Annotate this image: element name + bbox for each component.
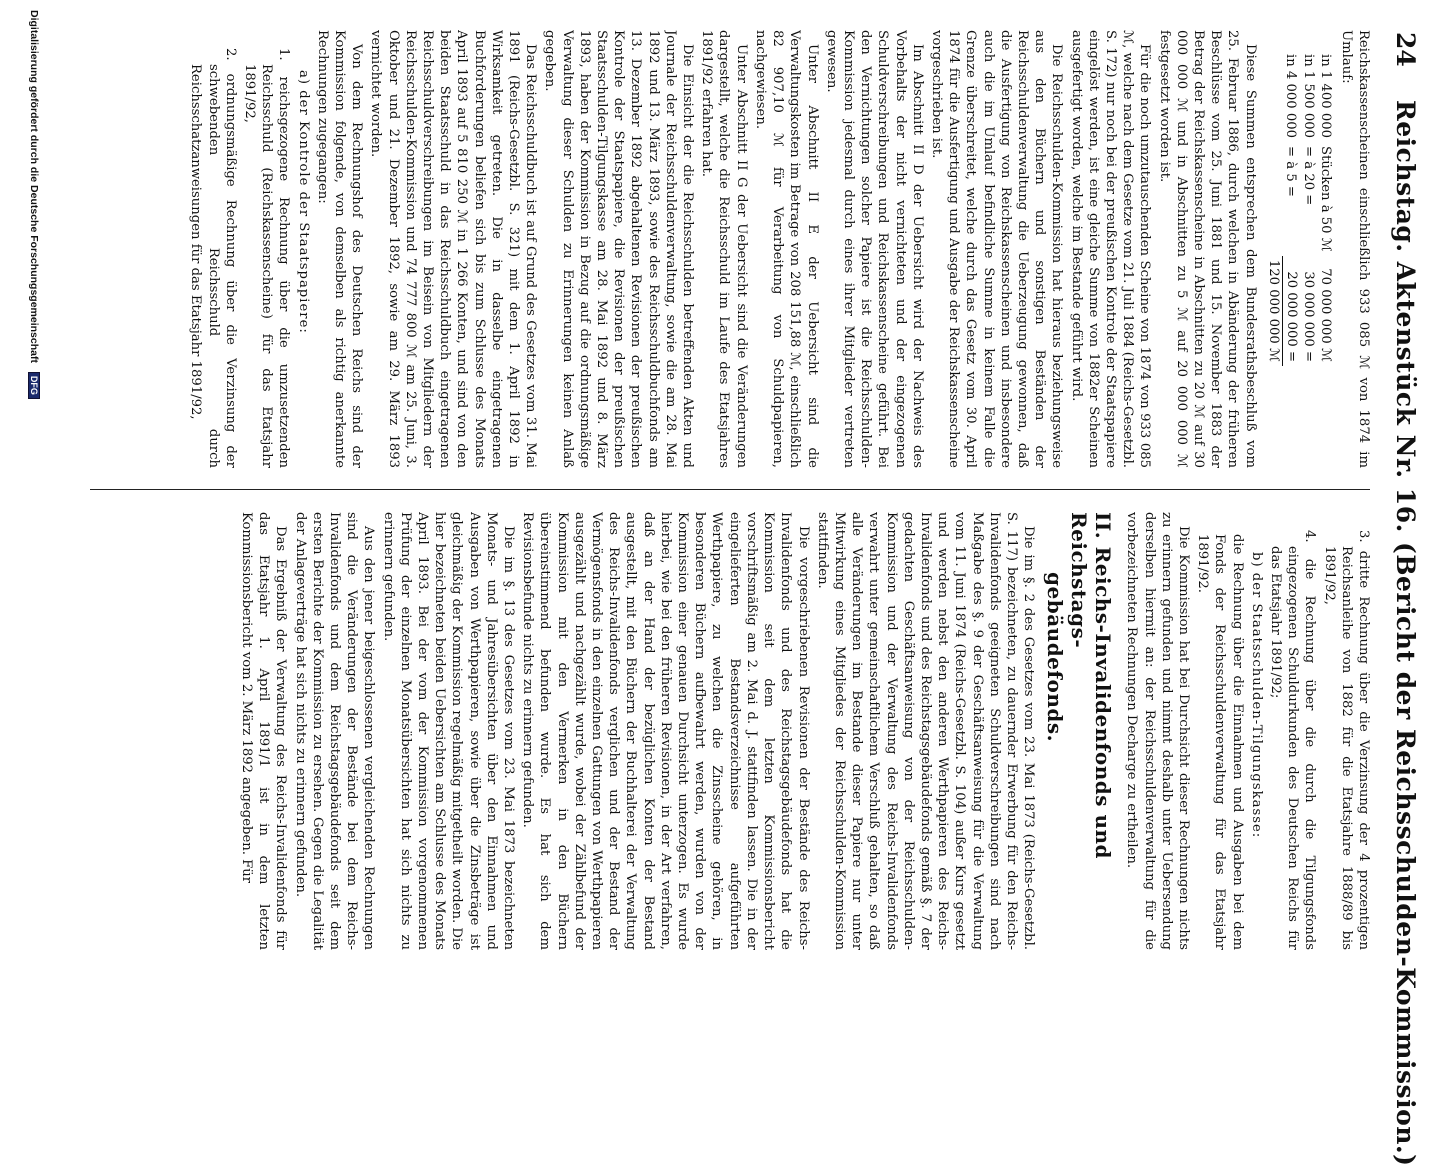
right-list-top (1267, 512, 1372, 950)
body-paragraph: Von dem Rechnungshof des Deutschen Reichs sind der Kommission folgende, von demselben als richtig anerkannte Rechnungen zugegangen: (314, 30, 365, 468)
body-paragraph: Die Reichsschulden-Kommission hat hieraus beziehungsweise aus den Büchern und sonstigen Beständen der Reichsschuldenverwaltung die Ueberzeugung gewonnen, daß die Ausfertigung von Reichskassenscheinen und insbesondere auch die im Umlauf befindliche Summe in keinem Falle die Grenze überschreitet, welche durch das Gesetz vom 30. April 1874 für die Ausfertigung und Ausgabe der Reichskassenscheine vorgeschrieben ist. (928, 30, 1065, 468)
amount-total: 120 000 000 ℳ (1265, 256, 1283, 366)
amount-row (1300, 50, 1317, 366)
list-item: 4. die Rechnung über die durch die Tilgungsfonds eingezogenen Schuldurkunden des Deutschen Reichs für das Etatsjahr 1891/92; (1267, 530, 1318, 950)
body-paragraph: Diese Summen entsprechen dem Bundesrathsbeschluß vom 25. Februar 1886, durch welchen in Abänderung der früheren Beschlüsse vom 25. Juni 1881 und 15. November 1883 der Betrag der Reichskassenscheine in Abschnitten zu 20 ℳ auf 30 000 000 ℳ und in Abschnitten zu 5 ℳ auf 20 000 000 ℳ festgesetzt worden ist. (1156, 30, 1258, 468)
digitization-note: Digitalisierung gefördert durch die Deutsche Forschungsgemeinschaft (28, 10, 40, 363)
amounts-table (1265, 50, 1334, 366)
body-paragraph: Unter Abschnitt II E der Uebersicht sind die Verwaltungskosten im Betrage von 208 151,88 ℳ, einschließlich 82 907,10 ℳ für Verarbeitung von Schuldpapieren, nachgewiesen. (752, 30, 820, 468)
list-heading-a: a) der Kontrole der Staatspapiere: (295, 70, 311, 334)
body-paragraph: Die im §. 13 des Gesetzes vom 23. Mai 1873 bezeichneten Monats- und Jahresübersichten über den Einnahmen und Ausgaben von Werthpapieren, sowie über die Zinsbeträge ist gleichmäßig der Kommission regelmäßig mitgetheilt worden. Die hier bezeichneten beiden Uebersichten am Schlusse des Monats April 1893. Bei der vom der Kommission vorgenommenen Prüfung der einzelnen Monatsübersichten hat sich nichts zu erinnern gefunden. (380, 512, 517, 950)
amount-unit: = à 5 = (1283, 146, 1299, 197)
dfg-logo: DFG (28, 372, 40, 399)
column-divider (90, 489, 1370, 490)
list-item: 3. dritte Rechnung über die Verzinsung der 4 prozentigen Reichsanleihe von 1882 für die Etatsjahre 1888/89 bis 1891/92, (1321, 530, 1371, 950)
amount-unit: = à 20 = (1300, 146, 1316, 206)
amount-qty: in 1 500 000 (1300, 54, 1316, 139)
list-item: 2. ordnungsmäßige Rechnung über die Verzinsung der schwebenden Reichsschuld durch Reichsschatzanweisungen für das Etatsjahr 1891/92, (188, 48, 238, 468)
amount-qty: in 4 000 000 (1283, 54, 1299, 139)
amount-sum: 20 000 000 = (1283, 271, 1299, 363)
left-column (82, 30, 1372, 468)
page-number: 24 (1391, 32, 1420, 67)
section-title-line1: II. Reichs-Invalidenfonds und Reichstags- (1067, 512, 1116, 860)
body-paragraph: Die Einsicht der die Reichsschulden betreffenden Akten und Journale der Reichsschuldenverwaltung, sowie die am 28. Mai 1892 und 13. März 1893, sowie des Reichsschuldbuchfonds am 13. Dezember 1892 abgehaltenen Revisionen der preußischen Kontrole der Staatspapiere, die Revisionen der preußischen Staatsschulden-Tilgungskasse am 28. Mai 1892 und 8. März 1893, haben der Kommission in Bezug auf die ordnungsmäßige Verwaltung dieser Schulden zu Erinnerungen keinen Anlaß gegeben. (542, 30, 696, 468)
digitization-footer (22, 10, 40, 990)
page-header (1384, 20, 1424, 1166)
amount-row (1282, 50, 1300, 366)
right-paragraphs (238, 512, 1037, 950)
list-heading-b: b) der Staatsschulden-Tilgungskasse: (1248, 552, 1264, 839)
left-list (187, 30, 292, 468)
amount-row (1317, 50, 1334, 366)
amount-sum: 70 000 000 ℳ (1317, 268, 1333, 363)
body-paragraph: Für die noch umzutauschenden Scheine von 1874 von 933 085 ℳ, welche nach dem Gesetze vom 21. Juli 1884 (Reichs-Gesetzbl. S. 172) nur noch bei der preußischen Kontrole der Staatspapiere eingelöst werden, ist eine gleiche Summe von 1882er Scheinen ausgefertigt worden, welche im Bestande geführt wird. (1068, 30, 1153, 468)
section-title-line2: gebäudefonds. (1043, 572, 1068, 743)
right-column (2, 512, 1372, 950)
amount-unit: Stücken à 50 ℳ (1317, 146, 1333, 252)
body-paragraph: Die im §. 2 des Gesetzes vom 23. Mai 1873 (Reichs-Gesetzbl. S. 117) bezeichneten, zu dauernder Erwerbung für den Reichs-Invalidenfonds geeigneten Schuldverschreibungen sind nach Maßgabe des §. 9 der Geschäftsanweisung für die Verwaltung vom 11. Juni 1874 (Reichs-Gesetzbl. S. 104) außer Kurs gesetzt und werden nebst den anderen Werthpapieren des Reichs-Invalidenfonds und des Reichstagsgebäudefonds gemäß §. 7 der gedachten Geschäftsanweisung von der Reichsschulden-Kommission und der Verwaltung des Reichs-Invalidenfonds verwahrt unter gemeinschaftlichem Verschluß gehalten, so daß alle Veränderungen im Bestande dieser Papiere nur unter Mitwirkung eines Mitgliedes der Reichsschulden-Kommission stattfinden. (814, 512, 1037, 950)
body-paragraph: Unter Abschnitt II G der Uebersicht sind die Veränderungen dargestellt, welche die Reichsschuld im Laufe des Etatsjahres 1891/92 erfahren hat. (699, 30, 749, 468)
intro-text: Reichskassenscheinen einschließlich 933 085 ℳ von 1874 im Umlauf: (1338, 30, 1371, 468)
running-title: Reichstag. Aktenstück Nr. 16. (Bericht der Reichsschulden-Kommission.) (1391, 100, 1420, 1166)
amount-sum: 30 000 000 = (1300, 271, 1316, 363)
left-paragraphs (314, 30, 1259, 468)
list-item: 1. reichsgezogene Rechnung über die umzusetzenden Reichsschuld (Reichskassenscheine) für das Etatsjahr 1891/92, (242, 48, 292, 468)
decharge-paragraph: Die Kommission hat bei Durchsicht dieser Rechnungen nichts zu erinnern gefunden und nimmt deshalb unter Uebersendung derselben hiermit an: der Reichsschuldenverwaltung für die vorbezeichneten Rechnungen Decharge zu ertheilen. (1124, 512, 1191, 950)
body-paragraph: Das Reichsschuldbuch ist auf Grund des Gesetzes vom 31. Mai 1891 (Reichs-Gesetzbl. S. 321) mit dem 1. April 1892 in Wirksamkeit getreten. Die in dasselbe eingetragenen Buchforderungen beliefen sich bis zum Schlusse des Monats April 1893 auf 5 810 250 ℳ in 1 266 Konten, und sind von den beiden Staatsschuld in das Reichsschuldbuch eingetragenen Reichsschuldverschreibungen im Beisein von Mitgliedern der Reichsschulden-Kommission und 74 777 800 ℳ am 25. Juni, 3. Oktober und 21. Dezember 1892, sowie am 29. März 1893 vernichtet worden. (368, 30, 539, 468)
body-paragraph: Aus den jener beigeschlossenen vergleichenden Rechnungen sind die Veränderungen der Bestände bei dem Reichs-Invalidenfonds und dem Reichstagsgebäudefonds seit dem ersten Berichte der Kommission zu ersehen. Gegen die Legalität der Anlageverträge hat sich nichts zu erinnern gefunden. (292, 512, 377, 950)
body-paragraph: Die vorgeschriebenen Revisionen der Bestände des Reichs-Invalidenfonds und des Reichstagsgebäudefonds hat die Kommission seit dem letzten Kommissionsbericht vorschriftsmäßig am 2. Mai d. J. stattfinden lassen. Die in der eingelieferten Bestandsverzeichnisse aufgeführten Werthpapiere, zu welchen die Zinsscheine gehören, in besonderen Büchern aufbewahrt werden, wurden von der Kommission einer genauen Durchsicht unterzogen. Es wurde hierbei, wie bei den früheren Revisionen, in der Art verfahren, daß an der Hand der bezüglichen Konten der Bestand ausgestellt, mit den Büchern der Buchhalterei der Verwaltung des Reichs-Invalidenfonds verglichen und der Bestand der Vermögensfonds in den einzelnen Gattungen von Werthpapieren ausgezählt und nachgezählt wurde, wobei der Zählbefund der Kommission mit den Vermerken in den Büchern übereinstimmend befunden wurde. Es hat sich dem Revisionsbefunde nichts zu erinnern gefunden. (520, 512, 811, 950)
list-b-text: die Rechnung über die Einnahmen und Ausgaben bei dem Fonds der Reichsschuldenverwaltung für das Etatsjahr 1891/92. (1195, 534, 1245, 950)
body-paragraph: Das Ergebniß der Verwaltung des Reichs-Invalidenfonds für das Etatsjahr 1. April 1891/1 ist in dem letzten Kommissionsbericht vom 2. März 1892 angegeben. Für (239, 512, 289, 950)
section-title (1043, 512, 1115, 950)
body-paragraph: Im Abschnitt II D der Uebersicht wird der Nachweis des Vorbehalts der nicht vernichteten und der eingezogenen Schuldverschreibungen und Reichskassenscheine geführt. Bei den Vernichtungen solcher Papiere ist die Reichsschulden-Kommission jedesmal durch eines ihrer Mitglieder vertreten gewesen. (823, 30, 925, 468)
amount-qty: in 1 400 000 (1317, 54, 1333, 139)
